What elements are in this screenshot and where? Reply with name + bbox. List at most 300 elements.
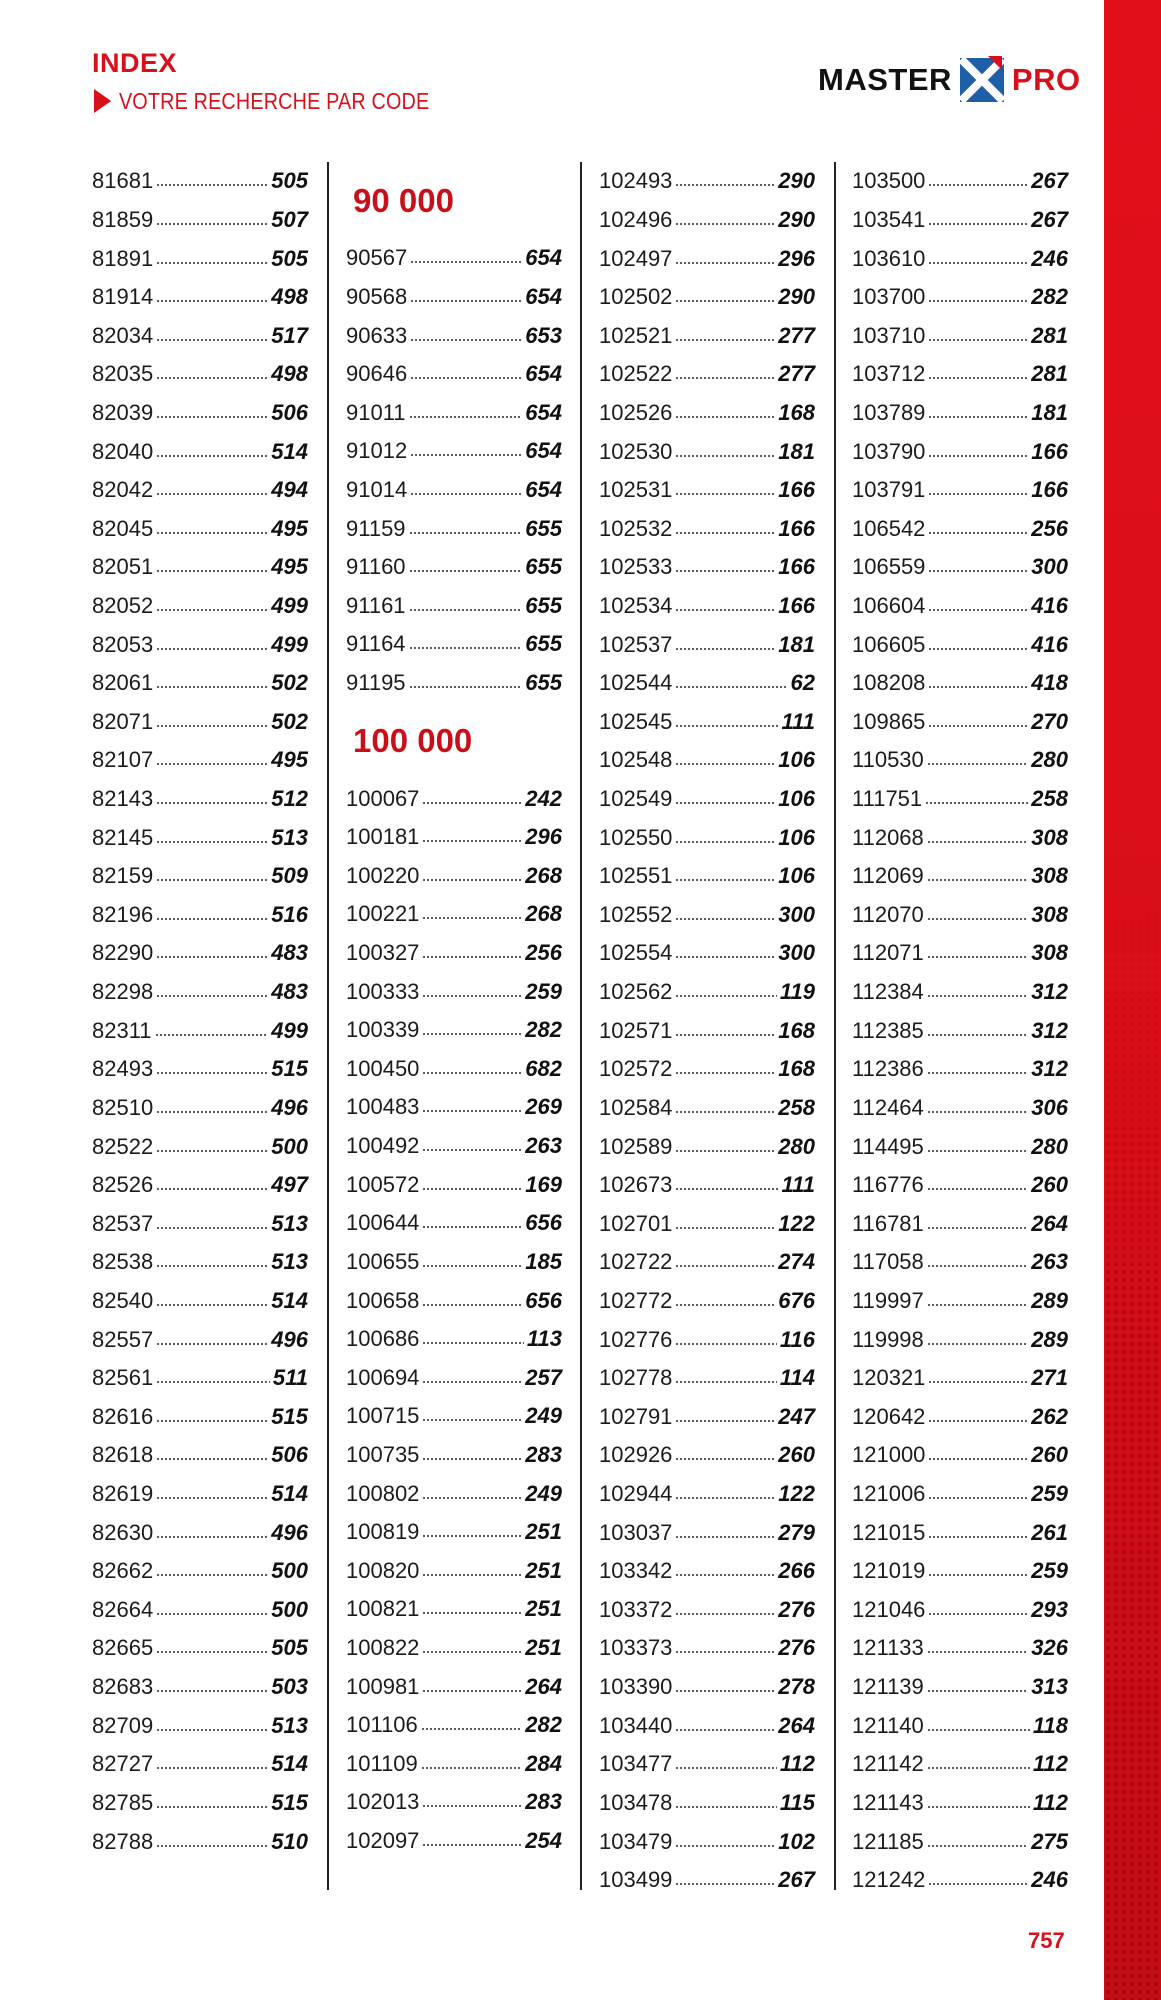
entry-page: 168 (778, 399, 815, 425)
entry-page: 290 (778, 168, 815, 194)
dot-leader (422, 1070, 522, 1076)
entry-page: 275 (1031, 1828, 1068, 1854)
entry-page: 166 (778, 593, 815, 618)
entry-code: 102551 (599, 863, 673, 889)
index-entry (852, 1243, 1068, 1282)
dot-leader (675, 954, 775, 960)
index-entry (92, 1745, 308, 1784)
index-entry (346, 1513, 562, 1552)
index-column-2 (346, 162, 562, 1860)
entry-page: 267 (1031, 206, 1068, 232)
dot-leader (675, 1148, 775, 1154)
dot-leader (156, 1495, 268, 1501)
index-entry (346, 1358, 562, 1397)
index-entry (852, 1668, 1068, 1707)
dot-leader (675, 761, 775, 767)
dot-leader (422, 838, 522, 844)
dot-leader (928, 337, 1028, 343)
entry-page: 416 (1031, 593, 1068, 618)
index-entry (852, 1475, 1068, 1514)
index-entry (599, 1359, 815, 1398)
index-entry (852, 780, 1068, 819)
entry-page: 166 (1031, 477, 1068, 503)
entry-code: 112464 (852, 1094, 924, 1120)
dot-leader (422, 1263, 522, 1269)
index-entry (92, 239, 308, 278)
entry-page: 300 (1031, 554, 1068, 580)
entry-code: 112068 (852, 824, 924, 850)
entry-page: 270 (1031, 708, 1068, 734)
index-entry (599, 509, 815, 548)
entry-code: 103478 (599, 1789, 673, 1815)
dot-leader (156, 1225, 268, 1231)
entry-page: 251 (525, 1557, 562, 1583)
entry-code: 102572 (599, 1056, 673, 1082)
entry-code: 119998 (852, 1326, 924, 1352)
entry-page: 300 (778, 940, 815, 966)
entry-code: 102776 (599, 1326, 673, 1352)
entry-code: 100181 (346, 824, 420, 850)
index-entry (852, 394, 1068, 433)
entry-page: 653 (525, 322, 562, 348)
entry-page: 274 (778, 1249, 815, 1275)
section-heading-100000: 100 000 (353, 721, 473, 759)
entry-code: 82039 (92, 399, 154, 425)
entry-page: 306 (1031, 1094, 1068, 1120)
entry-code: 82619 (92, 1481, 154, 1507)
index-entry (852, 355, 1068, 394)
dot-leader (675, 993, 777, 999)
entry-code: 100821 (346, 1596, 420, 1622)
entry-code: 110530 (852, 747, 924, 773)
entry-code: 100644 (346, 1210, 420, 1236)
entry-code: 82311 (92, 1017, 152, 1043)
entry-code: 82298 (92, 979, 154, 1005)
index-entry (599, 1204, 815, 1243)
entry-page: 181 (1031, 399, 1068, 425)
index-entry (599, 394, 815, 433)
index-entry (92, 896, 308, 935)
entry-code: 102534 (599, 593, 673, 618)
index-entry (599, 741, 815, 780)
dot-leader (156, 607, 268, 613)
index-entry (92, 625, 308, 664)
dot-leader (675, 1186, 778, 1192)
entry-page: 249 (525, 1480, 562, 1506)
logo-x-emblem-icon (958, 54, 1006, 106)
entry-code: 102701 (599, 1210, 673, 1236)
dot-leader (928, 607, 1028, 613)
entry-page: 496 (271, 1519, 308, 1545)
entry-code: 121019 (852, 1558, 926, 1584)
index-entry (346, 857, 562, 896)
entry-page: 513 (271, 1210, 308, 1236)
dot-leader (156, 1804, 268, 1810)
entry-code: 103610 (852, 245, 926, 271)
dot-leader (675, 414, 775, 420)
index-subtitle (94, 86, 429, 116)
entry-code: 82785 (92, 1789, 154, 1815)
dot-leader (156, 761, 268, 767)
index-entry (599, 857, 815, 896)
dot-leader (156, 1765, 268, 1771)
index-entry (346, 1127, 562, 1166)
dot-leader (409, 607, 523, 613)
dot-leader (928, 260, 1028, 266)
column-separator (834, 162, 836, 1890)
entry-page: 495 (271, 515, 308, 541)
entry-page: 654 (525, 476, 562, 502)
dot-leader (410, 491, 522, 497)
index-entry (92, 201, 308, 240)
entry-page: 654 (525, 283, 562, 309)
entry-code: 102584 (599, 1094, 673, 1120)
entry-code: 82052 (92, 593, 154, 618)
entry-code: 102545 (599, 708, 673, 734)
entry-code: 82709 (92, 1712, 154, 1738)
entry-page: 654 (525, 438, 562, 464)
entry-code: 82788 (92, 1828, 154, 1854)
entry-code: 120642 (852, 1403, 926, 1429)
index-entry (599, 1127, 815, 1166)
entry-page: 242 (525, 785, 562, 811)
entry-code: 82537 (92, 1210, 154, 1236)
entry-page: 513 (271, 1249, 308, 1275)
entry-code: 102496 (599, 206, 673, 232)
dot-leader (422, 1456, 522, 1462)
dot-leader (675, 1341, 777, 1347)
entry-page: 269 (525, 1094, 562, 1120)
index-entry (599, 1089, 815, 1128)
index-entry (599, 587, 815, 626)
entry-code: 82051 (92, 554, 154, 580)
index-entry (599, 201, 815, 240)
entry-code: 82538 (92, 1249, 154, 1275)
dot-leader (156, 1572, 268, 1578)
index-entry (599, 703, 815, 742)
entry-code: 102097 (346, 1828, 420, 1854)
dot-leader (156, 1534, 268, 1540)
dot-leader (927, 1070, 1029, 1076)
dot-leader (675, 1572, 775, 1578)
index-entry (346, 471, 562, 510)
index-entry (346, 239, 562, 278)
entry-page: 168 (778, 1017, 815, 1043)
dot-leader (409, 568, 523, 574)
index-column-1 (92, 162, 308, 1861)
entry-page: 280 (778, 1133, 815, 1159)
dot-leader (156, 839, 268, 845)
dot-leader (675, 375, 775, 381)
index-entry (346, 1706, 562, 1745)
entry-page: 510 (271, 1828, 308, 1854)
index-entry (852, 625, 1068, 664)
dot-leader (927, 916, 1029, 922)
dot-leader (422, 993, 522, 999)
entry-code: 112386 (852, 1056, 924, 1082)
entry-code: 103390 (599, 1674, 673, 1700)
entry-page: 505 (271, 1635, 308, 1661)
index-entry (92, 703, 308, 742)
entry-code: 90646 (346, 361, 408, 387)
entry-page: 502 (271, 708, 308, 734)
entry-code: 112070 (852, 901, 924, 927)
entry-code: 102778 (599, 1365, 673, 1391)
dot-leader (422, 1379, 522, 1385)
dot-leader (409, 414, 523, 420)
index-entry (599, 432, 815, 471)
index-entry (92, 1513, 308, 1552)
entry-code: 100715 (346, 1403, 420, 1429)
entry-code: 121046 (852, 1596, 926, 1622)
dot-leader (927, 1109, 1029, 1115)
index-entry (92, 780, 308, 819)
index-list-100000 (346, 779, 562, 1860)
dot-leader (675, 1225, 775, 1231)
index-entry (346, 393, 562, 432)
entry-page: 500 (271, 1558, 308, 1584)
dot-leader (156, 1649, 268, 1655)
entry-page: 258 (778, 1094, 815, 1120)
entry-code: 102530 (599, 438, 673, 464)
dot-leader (156, 375, 268, 381)
entry-code: 121242 (852, 1867, 926, 1893)
entry-page: 308 (1031, 863, 1068, 889)
index-entry (346, 278, 562, 317)
entry-code: 116776 (852, 1172, 924, 1198)
dot-leader (675, 1032, 775, 1038)
entry-code: 100492 (346, 1133, 420, 1159)
entry-code: 121140 (852, 1712, 924, 1738)
entry-page: 102 (778, 1828, 815, 1854)
entry-page: 515 (271, 1056, 308, 1082)
entry-code: 102562 (599, 979, 673, 1005)
index-entry (346, 1667, 562, 1706)
dot-leader (156, 684, 268, 690)
dot-leader (156, 723, 268, 729)
entry-code: 117058 (852, 1249, 924, 1275)
entry-code: 102537 (599, 631, 673, 657)
entry-code: 114495 (852, 1133, 924, 1159)
index-entry (346, 1590, 562, 1629)
dot-leader (927, 1032, 1029, 1038)
entry-page: 106 (778, 863, 815, 889)
entry-page: 499 (271, 593, 308, 618)
index-entry (346, 664, 562, 703)
entry-page: 251 (525, 1519, 562, 1545)
dot-leader (927, 1186, 1029, 1192)
dot-leader (927, 1727, 1030, 1733)
entry-page: 654 (525, 399, 562, 425)
dot-leader (156, 298, 268, 304)
entry-page: 62 (790, 670, 815, 696)
index-entry (599, 1050, 815, 1089)
page-number: 757 (1028, 1928, 1065, 1953)
entry-page: 499 (271, 631, 308, 657)
dot-leader (675, 646, 775, 652)
entry-page: 115 (779, 1789, 815, 1815)
entry-code: 106604 (852, 593, 926, 618)
entry-page: 656 (525, 1210, 562, 1236)
entry-code: 82196 (92, 901, 154, 927)
index-entry (92, 1629, 308, 1668)
dot-leader (927, 954, 1029, 960)
dot-leader (675, 1611, 775, 1617)
index-entry (852, 1050, 1068, 1089)
entry-code: 82145 (92, 824, 154, 850)
index-entry (92, 1282, 308, 1321)
entry-page: 502 (271, 670, 308, 696)
dot-leader (928, 1534, 1028, 1540)
dot-leader (410, 452, 522, 458)
dot-leader (422, 954, 522, 960)
entry-code: 102926 (599, 1442, 673, 1468)
entry-code: 91161 (346, 592, 406, 618)
index-entry (599, 1475, 815, 1514)
index-list-90000 (346, 239, 562, 702)
halftone-pattern (1104, 900, 1161, 2000)
index-entry (599, 239, 815, 278)
entry-code: 82061 (92, 670, 154, 696)
entry-code: 102944 (599, 1481, 673, 1507)
dot-leader (927, 1341, 1029, 1347)
dot-leader (422, 1302, 522, 1308)
entry-code: 103700 (852, 284, 926, 310)
entry-page: 166 (778, 477, 815, 503)
dot-leader (928, 453, 1028, 459)
entry-page: 122 (778, 1210, 815, 1236)
index-entry (92, 1552, 308, 1591)
entry-page: 122 (778, 1481, 815, 1507)
dot-leader (156, 414, 268, 420)
entry-page: 116 (779, 1326, 815, 1352)
index-entry (852, 1127, 1068, 1166)
dot-leader (927, 1302, 1029, 1308)
index-entry (346, 1397, 562, 1436)
entry-page: 277 (778, 361, 815, 387)
index-entry (852, 1089, 1068, 1128)
entry-page: 264 (1031, 1210, 1068, 1236)
dot-leader (156, 1341, 268, 1347)
dot-leader (422, 1533, 522, 1539)
play-triangle-icon (94, 89, 111, 113)
index-entry (852, 1166, 1068, 1205)
entry-page: 300 (778, 901, 815, 927)
dot-leader (675, 877, 775, 883)
index-entry (92, 355, 308, 394)
dot-leader (156, 491, 268, 497)
dot-leader (927, 1688, 1029, 1694)
dot-leader (422, 1108, 522, 1114)
dot-leader (156, 221, 268, 227)
entry-page: 506 (271, 399, 308, 425)
entry-code: 100735 (346, 1441, 420, 1467)
dot-leader (675, 1456, 775, 1462)
entry-page: 166 (778, 554, 815, 580)
entry-page: 185 (525, 1248, 562, 1274)
entry-code: 121139 (852, 1674, 924, 1700)
entry-page: 263 (1031, 1249, 1068, 1275)
index-entry (852, 664, 1068, 703)
entry-page: 284 (525, 1750, 562, 1776)
entry-code: 102722 (599, 1249, 673, 1275)
index-column-4 (852, 162, 1068, 1899)
entry-page: 283 (525, 1441, 562, 1467)
entry-page: 249 (525, 1403, 562, 1429)
index-entry (852, 818, 1068, 857)
entry-code: 81859 (92, 206, 154, 232)
entry-code: 102526 (599, 399, 673, 425)
entry-page: 264 (778, 1712, 815, 1738)
entry-page: 257 (525, 1364, 562, 1390)
entry-code: 100694 (346, 1364, 420, 1390)
dot-leader (928, 723, 1028, 729)
dot-leader (156, 1148, 268, 1154)
entry-code: 102533 (599, 554, 673, 580)
entry-page: 514 (271, 1751, 308, 1777)
entry-page: 181 (778, 631, 815, 657)
dot-leader (156, 1418, 268, 1424)
entry-page: 279 (778, 1519, 815, 1545)
entry-page: 262 (1031, 1403, 1068, 1429)
dot-leader (675, 1727, 775, 1733)
index-entry (852, 587, 1068, 626)
column-separator (327, 162, 329, 1890)
entry-code: 100572 (346, 1171, 420, 1197)
entry-code: 106605 (852, 631, 926, 657)
red-side-band (1104, 0, 1161, 2000)
entry-page: 296 (525, 824, 562, 850)
entry-code: 81914 (92, 284, 154, 310)
entry-page: 515 (271, 1789, 308, 1815)
index-entry (346, 1204, 562, 1243)
entry-page: 296 (778, 245, 815, 271)
index-entry (346, 586, 562, 625)
dot-leader (928, 684, 1028, 690)
index-entry (92, 1127, 308, 1166)
entry-page: 271 (1031, 1365, 1068, 1391)
entry-code: 103541 (852, 206, 926, 232)
index-entry (92, 509, 308, 548)
dot-leader (927, 1225, 1029, 1231)
entry-page: 654 (525, 245, 562, 271)
entry-page: 114 (779, 1365, 815, 1391)
dot-leader (156, 1843, 268, 1849)
entry-code: 100819 (346, 1519, 420, 1545)
dot-leader (156, 993, 268, 999)
dot-leader (675, 1765, 777, 1771)
index-entry (852, 1552, 1068, 1591)
entry-code: 103499 (599, 1867, 673, 1893)
entry-code: 100655 (346, 1248, 420, 1274)
entry-code: 100820 (346, 1557, 420, 1583)
index-entry (599, 1861, 815, 1900)
index-entry (599, 548, 815, 587)
dot-leader (410, 259, 522, 265)
index-entry (92, 587, 308, 626)
dot-leader (675, 1804, 777, 1810)
index-entry (852, 1011, 1068, 1050)
entry-page: 247 (778, 1403, 815, 1429)
entry-page: 483 (271, 979, 308, 1005)
entry-code: 81681 (92, 168, 154, 194)
dot-leader (156, 260, 268, 266)
dot-leader (928, 646, 1028, 652)
entry-code: 103789 (852, 399, 926, 425)
entry-code: 82040 (92, 438, 154, 464)
entry-page: 418 (1031, 670, 1068, 696)
index-entry (852, 1706, 1068, 1745)
